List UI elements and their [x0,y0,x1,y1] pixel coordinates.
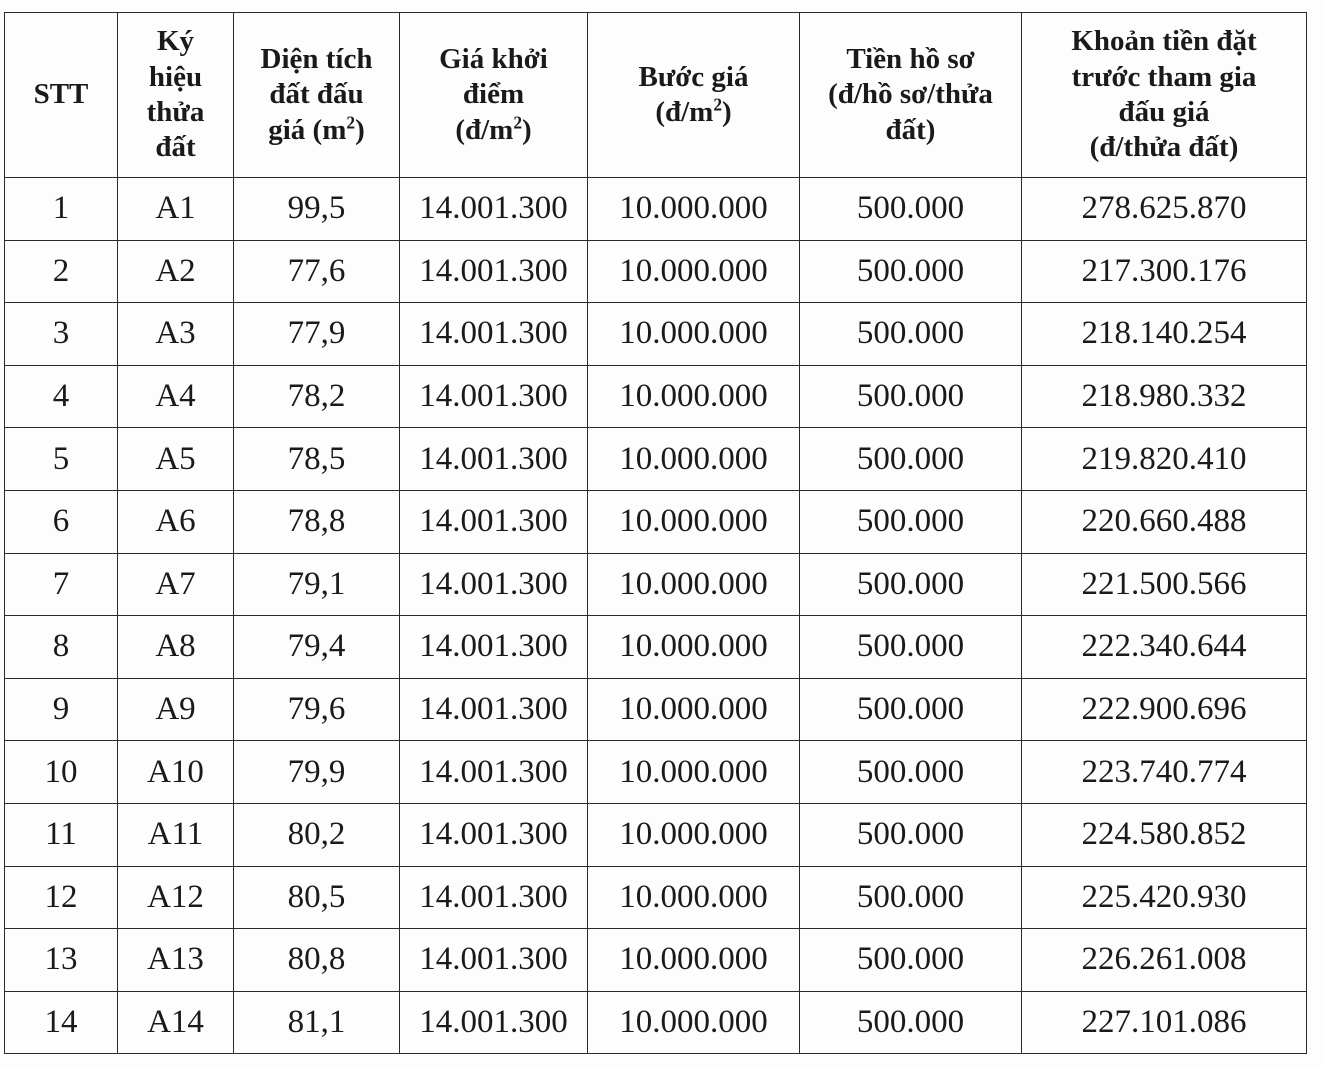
cell-deposit: 226.261.008 [1022,929,1307,992]
table-row [5,490,1307,553]
cell-deposit: 217.300.176 [1022,240,1307,303]
cell-starting-price: 14.001.300 [400,490,588,553]
cell-stt: 13 [5,929,118,992]
cell-deposit: 218.980.332 [1022,365,1307,428]
cell-starting-price: 14.001.300 [400,678,588,741]
cell-dossier-fee: 500.000 [800,303,1022,366]
cell-area: 81,1 [234,991,400,1054]
cell-dossier-fee: 500.000 [800,678,1022,741]
cell-plot-code: A13 [118,929,234,992]
cell-plot-code: A5 [118,428,234,491]
cell-deposit: 278.625.870 [1022,178,1307,241]
cell-plot-code: A12 [118,866,234,929]
cell-price-step: 10.000.000 [588,991,800,1054]
table-row [5,303,1307,366]
cell-plot-code: A10 [118,741,234,804]
table-row [5,741,1307,804]
cell-plot-code: A7 [118,553,234,616]
cell-stt: 4 [5,365,118,428]
cell-starting-price: 14.001.300 [400,866,588,929]
cell-starting-price: 14.001.300 [400,303,588,366]
header-line: đất) [885,113,936,146]
cell-stt: 9 [5,678,118,741]
header-deposit [1022,13,1307,178]
cell-price-step: 10.000.000 [588,240,800,303]
cell-dossier-fee: 500.000 [800,866,1022,929]
header-line: (đ/hồ sơ/thửa [828,78,993,111]
header-line: hiệu [148,60,203,93]
cell-area: 78,2 [234,365,400,428]
superscript: 2 [513,112,523,133]
cell-plot-code: A9 [118,678,234,741]
table-row [5,365,1307,428]
auction-price-table [4,12,1307,1054]
cell-plot-code: A14 [118,991,234,1054]
cell-stt: 2 [5,240,118,303]
cell-deposit: 227.101.086 [1022,991,1307,1054]
cell-price-step: 10.000.000 [588,678,800,741]
cell-price-step: 10.000.000 [588,616,800,679]
cell-deposit: 223.740.774 [1022,741,1307,804]
cell-plot-code: A3 [118,303,234,366]
cell-plot-code: A4 [118,365,234,428]
table-row [5,929,1307,992]
cell-area: 77,9 [234,303,400,366]
cell-deposit: 219.820.410 [1022,428,1307,491]
table-row [5,178,1307,241]
header-line: đất [155,131,196,164]
cell-area: 99,5 [234,178,400,241]
cell-stt: 1 [5,178,118,241]
table-body [5,178,1307,1054]
cell-dossier-fee: 500.000 [800,991,1022,1054]
cell-starting-price: 14.001.300 [400,741,588,804]
cell-starting-price: 14.001.300 [400,428,588,491]
cell-stt: 8 [5,616,118,679]
cell-dossier-fee: 500.000 [800,929,1022,992]
header-line: đất đấu [269,78,364,111]
header-price-step [588,13,800,178]
cell-deposit: 220.660.488 [1022,490,1307,553]
cell-stt: 7 [5,553,118,616]
cell-dossier-fee: 500.000 [800,428,1022,491]
cell-plot-code: A2 [118,240,234,303]
table-row [5,616,1307,679]
cell-dossier-fee: 500.000 [800,490,1022,553]
cell-area: 80,8 [234,929,400,992]
cell-price-step: 10.000.000 [588,428,800,491]
header-line-text: (đ/m [455,113,514,146]
cell-stt: 5 [5,428,118,491]
cell-deposit: 224.580.852 [1022,803,1307,866]
cell-starting-price: 14.001.300 [400,991,588,1054]
header-dossier-fee [800,13,1022,178]
cell-price-step: 10.000.000 [588,303,800,366]
header-line-text: (đ/m [655,96,714,128]
header-plot-code [118,13,234,178]
cell-stt: 14 [5,991,118,1054]
cell-dossier-fee: 500.000 [800,741,1022,804]
cell-dossier-fee: 500.000 [800,616,1022,679]
header-line: STT [33,78,89,111]
cell-area: 80,2 [234,803,400,866]
cell-area: 80,5 [234,866,400,929]
header-area [234,13,400,178]
cell-dossier-fee: 500.000 [800,803,1022,866]
table-row [5,803,1307,866]
cell-dossier-fee: 500.000 [800,240,1022,303]
cell-dossier-fee: 500.000 [800,365,1022,428]
cell-price-step: 10.000.000 [588,741,800,804]
header-line: trước tham gia [1071,60,1257,93]
header-line: Giá khởi [439,42,548,75]
header-line: (đ/thửa đất) [1089,131,1239,164]
cell-stt: 3 [5,303,118,366]
header-line: đấu giá [1118,96,1210,128]
cell-area: 79,9 [234,741,400,804]
header-line: Khoản tiền đặt [1071,25,1257,58]
cell-plot-code: A6 [118,490,234,553]
table-row [5,678,1307,741]
cell-area: 78,5 [234,428,400,491]
cell-area: 77,6 [234,240,400,303]
header-line: Bước giá [638,60,749,93]
cell-starting-price: 14.001.300 [400,240,588,303]
header-line-suffix: ) [355,113,365,146]
cell-area: 79,4 [234,616,400,679]
table-row [5,240,1307,303]
cell-deposit: 222.900.696 [1022,678,1307,741]
cell-dossier-fee: 500.000 [800,178,1022,241]
cell-starting-price: 14.001.300 [400,803,588,866]
cell-stt: 10 [5,741,118,804]
cell-stt: 6 [5,490,118,553]
cell-plot-code: A1 [118,178,234,241]
cell-price-step: 10.000.000 [588,929,800,992]
cell-stt: 11 [5,803,118,866]
cell-plot-code: A11 [118,803,234,866]
cell-deposit: 218.140.254 [1022,303,1307,366]
header-line-suffix: ) [522,113,532,146]
cell-deposit: 222.340.644 [1022,616,1307,679]
header-line: Diện tích [260,42,373,75]
header-stt [5,13,118,178]
header-line: Ký [156,25,195,58]
header-line [234,113,399,148]
table-row [5,428,1307,491]
cell-starting-price: 14.001.300 [400,365,588,428]
cell-dossier-fee: 500.000 [800,553,1022,616]
superscript: 2 [713,94,723,115]
cell-area: 78,8 [234,490,400,553]
table-row [5,553,1307,616]
cell-area: 79,6 [234,678,400,741]
cell-price-step: 10.000.000 [588,803,800,866]
cell-price-step: 10.000.000 [588,178,800,241]
cell-deposit: 225.420.930 [1022,866,1307,929]
cell-price-step: 10.000.000 [588,490,800,553]
header-starting-price [400,13,588,178]
cell-price-step: 10.000.000 [588,365,800,428]
header-line [588,95,799,130]
cell-area: 79,1 [234,553,400,616]
cell-price-step: 10.000.000 [588,866,800,929]
cell-price-step: 10.000.000 [588,553,800,616]
cell-stt: 12 [5,866,118,929]
cell-plot-code: A8 [118,616,234,679]
cell-starting-price: 14.001.300 [400,178,588,241]
header-line-text: giá (m [268,113,347,146]
table-row [5,991,1307,1054]
cell-starting-price: 14.001.300 [400,929,588,992]
superscript: 2 [346,112,356,133]
header-line-suffix: ) [722,96,732,128]
table-header-row [5,13,1307,178]
cell-deposit: 221.500.566 [1022,553,1307,616]
cell-starting-price: 14.001.300 [400,616,588,679]
cell-starting-price: 14.001.300 [400,553,588,616]
header-line: thửa [146,96,205,128]
header-line: Tiền hồ sơ [846,42,975,75]
table-row [5,866,1307,929]
header-line: điểm [462,78,525,111]
header-line [400,113,587,148]
